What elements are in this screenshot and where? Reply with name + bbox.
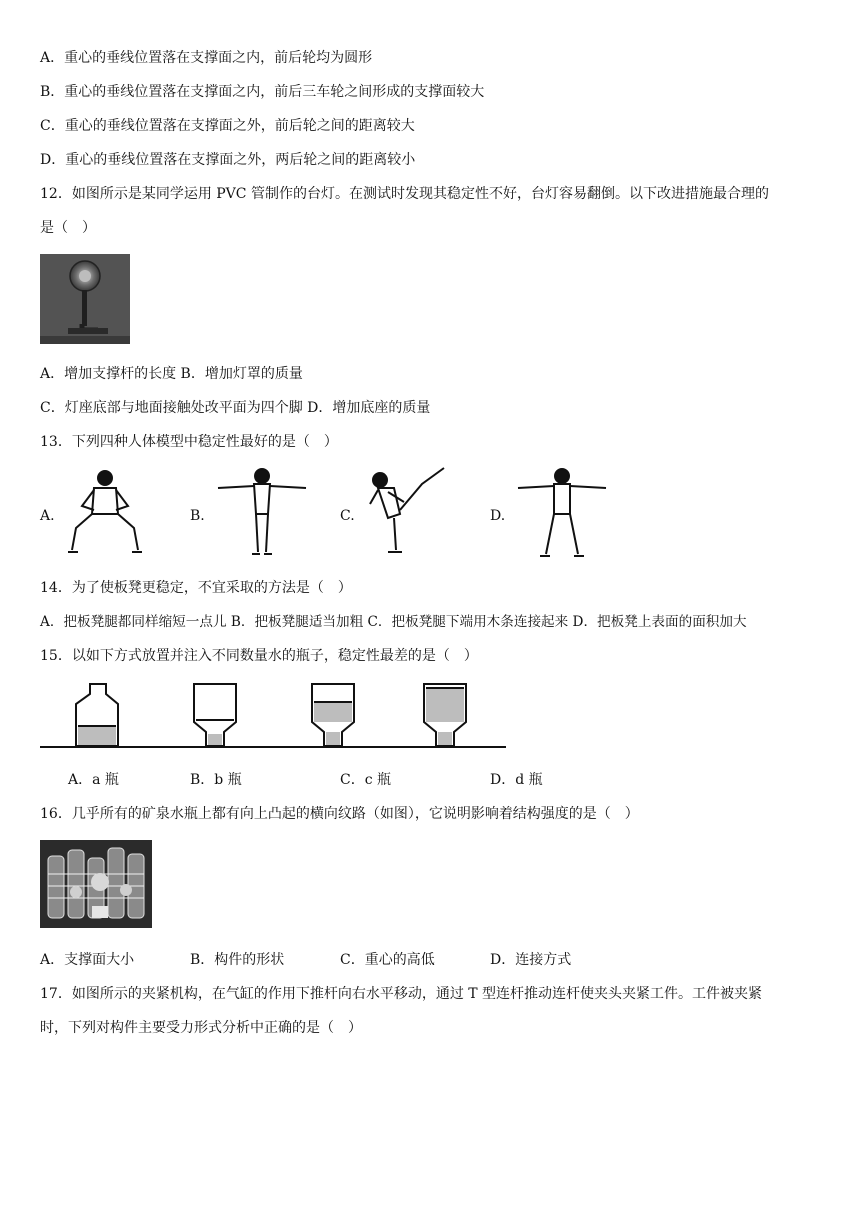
q16-option-d: D．连接方式 xyxy=(490,952,572,968)
q11-option-a: A．重心的垂线位置落在支撑面之内，前后轮均为圆形 xyxy=(40,50,373,66)
q13-label-b: B. xyxy=(190,508,205,524)
q17-stem-line1: 17．如图所示的夹紧机构，在气缸的作用下推杆向右水平移动，通过 T 型连杆推动连杆使夹头夹紧工件。工件被夹紧 xyxy=(40,986,763,1002)
q12-stem-line1: 12．如图所示是某同学运用 PVC 管制作的台灯。在测试时发现其稳定性不好，台灯容易翻倒。以下改进措施最合理的 xyxy=(40,186,769,202)
figure-squat-stance xyxy=(64,466,146,556)
figure-arms-out-feet-together xyxy=(214,466,310,558)
q12-options-ab: A．增加支撑杆的长度 B．增加灯罩的质量 xyxy=(40,366,303,382)
q15-option-a: A．a 瓶 xyxy=(68,772,119,788)
q13-label-a: A. xyxy=(40,508,55,524)
q16-option-a: A．支撑面大小 xyxy=(40,952,135,968)
figure-high-kick xyxy=(364,464,450,558)
bottle-a xyxy=(76,684,118,746)
q12-stem-line2: 是（ ） xyxy=(40,220,96,236)
q13-label-c: C. xyxy=(340,508,355,524)
q15-option-c: C．c 瓶 xyxy=(340,772,392,788)
q15-stem: 15．以如下方式放置并注入不同数量水的瓶子，稳定性最差的是（ ） xyxy=(40,648,478,664)
q11-option-b: B．重心的垂线位置落在支撑面之内，前后三车轮之间形成的支撑面较大 xyxy=(40,84,485,100)
q14-options: A．把板凳腿都同样缩短一点儿 B．把板凳腿适当加粗 C．把板凳腿下端用木条连接起来 D．把板凳上表面的面积加大 xyxy=(40,614,747,630)
q15-option-b: B．b 瓶 xyxy=(190,772,242,788)
q16-option-b: B．构件的形状 xyxy=(190,952,285,968)
bottle-b xyxy=(194,684,236,746)
figure-arms-out-feet-apart xyxy=(514,466,610,560)
q15-option-d: D．d 瓶 xyxy=(490,772,543,788)
q11-option-c: C．重心的垂线位置落在支撑面之外，前后轮之间的距离较大 xyxy=(40,118,415,134)
q16-stem: 16．几乎所有的矿泉水瓶上都有向上凸起的横向纹路（如图），它说明影响着结构强度的是（ ） xyxy=(40,806,639,822)
q13-stem: 13．下列四种人体模型中稳定性最好的是（ ） xyxy=(40,434,338,450)
q14-stem: 14．为了使板凳更稳定，不宜采取的方法是（ ） xyxy=(40,580,352,596)
bottle-c xyxy=(312,684,354,746)
q12-options-cd: C．灯座底部与地面接触处改平面为四个脚 D．增加底座的质量 xyxy=(40,400,431,416)
q11-option-d: D．重心的垂线位置落在支撑面之外，两后轮之间的距离较小 xyxy=(40,152,416,168)
lamp-photo xyxy=(40,254,130,344)
q16-option-c: C．重心的高低 xyxy=(340,952,435,968)
water-bottles-photo xyxy=(40,840,152,928)
q13-label-d: D. xyxy=(490,508,506,524)
q17-stem-line2: 时，下列对构件主要受力形式分析中正确的是（ ） xyxy=(40,1020,362,1036)
bottle-d xyxy=(424,684,466,746)
bottles-figure xyxy=(40,680,508,752)
